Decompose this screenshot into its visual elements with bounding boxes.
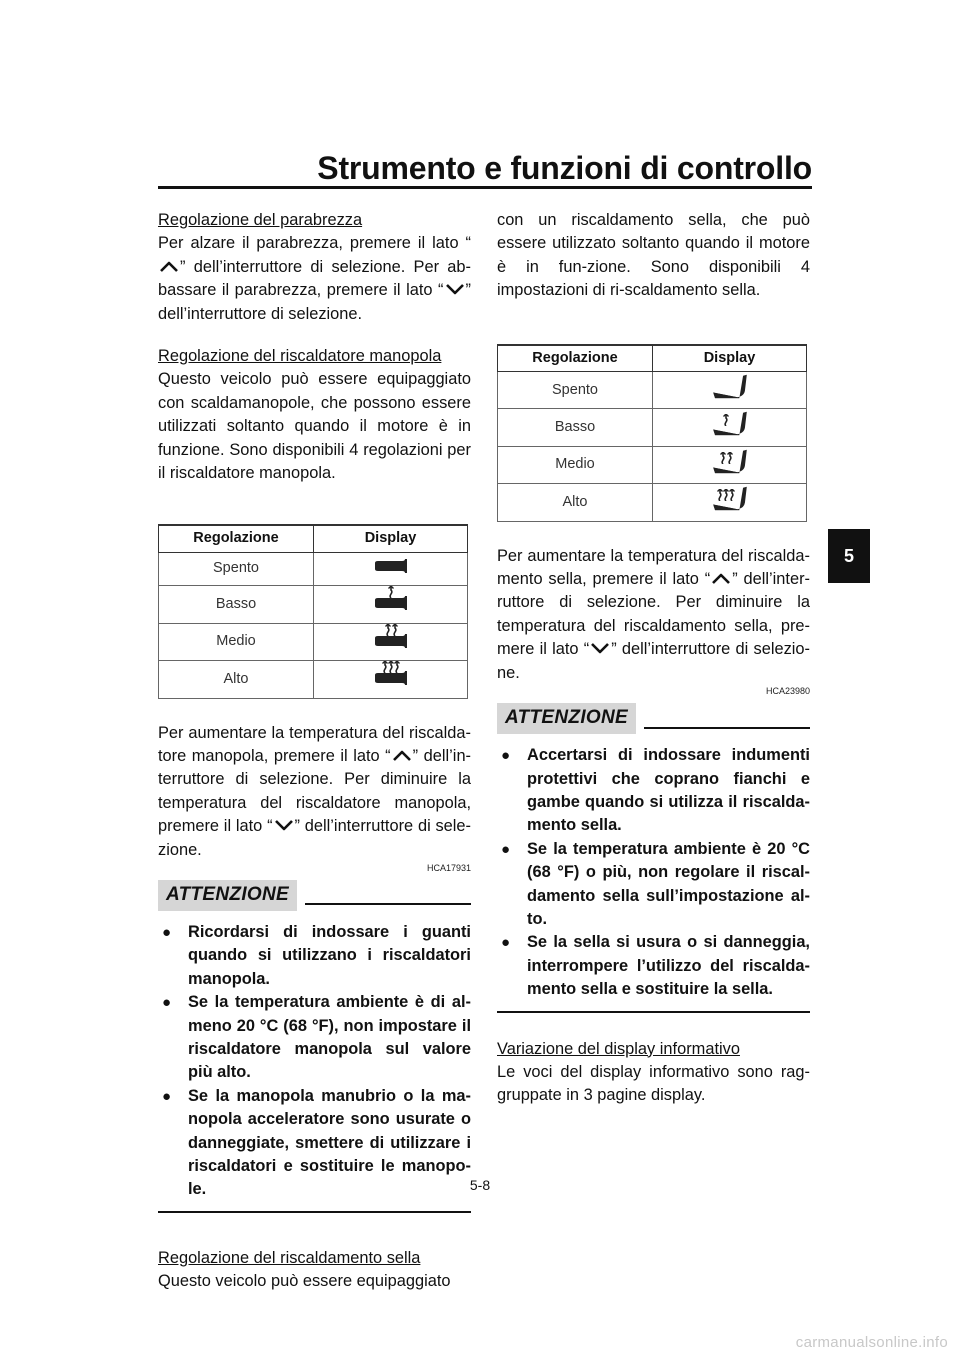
table-cell-setting: Medio — [159, 623, 314, 660]
seat-adjust-text-a: Per aumentare la temperatura del riscalda-mento sella, premere il lato — [497, 546, 810, 589]
warning-list — [497, 744, 810, 1001]
seat-heater-adjust-paragraph: Per aumentare la temperatura del riscalda-mento sella, premere il lato “ ” dell’inter-ruttore di selezione. Per diminuire la temperatura del riscaldamento sella, pre-mere il lato “ ” dell’interruttore di selezio-ne. — [497, 546, 810, 682]
seat-heater-table — [497, 344, 807, 522]
list-item: ● Ricordarsi di indossare i guanti quando si utilizzano i riscaldatori manopola. — [158, 921, 471, 991]
attention-badge: ATTENZIONE — [158, 880, 297, 911]
seat-heater-off-icon — [710, 372, 750, 400]
list-item: ● Se la sella si usura o si danneggia, interrompere l’utilizzo del riscalda-mento sella e sostituire la sella. — [497, 931, 810, 1001]
seat-adjust-text-b: dell’inter-ruttore di selezione. Per diminuire la temperatura del riscaldamento sella, pre-mere il lato — [497, 570, 810, 659]
seat-heater-paragraph: con un riscaldamento sella, che può essere utilizzato soltanto quando il motore è in fun-zione. Sono disponibili 4 impostazioni di ri-scaldamento sella. — [497, 211, 810, 300]
table-cell-setting: Spento — [498, 372, 653, 409]
table-header-row — [159, 525, 468, 552]
grip-heater-low-icon — [371, 586, 411, 614]
table-row — [159, 623, 468, 660]
table-row — [498, 409, 807, 446]
info-display-paragraph: Le voci del display informativo sono rag-gruppate in 3 pagine display. — [497, 1062, 810, 1105]
notice-code: HCA23980 — [765, 686, 810, 697]
list-item: ● Accertarsi di indossare indumenti protettivi che coprano fianchi e gambe quando si utilizza il riscalda-mento sella. — [497, 744, 810, 838]
grip-heater-off-icon — [371, 553, 411, 577]
list-item: ● Se la manopola manubrio o la ma-nopola acceleratore sono usurate o danneggiate, smettere di utilizzare i riscaldatori e sostituire le manopo-le. — [158, 1085, 471, 1202]
table-cell-setting: Alto — [498, 484, 653, 521]
windshield-text-b: dell’interruttore di selezione. Per ab- — [193, 257, 471, 276]
seat-heater-intro: Questo veicolo può essere equipaggiato — [158, 1272, 451, 1291]
table-row — [159, 661, 468, 698]
right-column — [497, 209, 810, 1108]
list-item: ● Se la temperatura ambiente è di al-meno 20 °C (68 °F), non impostare il riscaldatore manopola sul valore più alto. — [158, 991, 471, 1085]
grip-heater-heading: Regolazione del riscaldatore manopola — [158, 347, 442, 366]
windshield-text-c: bassare il parabrezza, premere il lato — [158, 281, 433, 300]
notice-code: HCA17931 — [426, 862, 471, 873]
table-row — [498, 446, 807, 483]
windshield-heading: Regolazione del parabrezza — [158, 211, 363, 229]
grip-heater-table — [158, 524, 468, 698]
grip-heater-medium-icon — [371, 624, 411, 652]
table-row — [159, 552, 468, 585]
windshield-text-a: Per alzare il parabrezza, premere il lato — [158, 234, 459, 253]
list-item: ● Se la temperatura ambiente è 20 °C (68 °F) o più, non regolare il riscal-damento sella sull’impostazione al-to. — [497, 838, 810, 932]
table-header-setting: Regolazione — [498, 345, 653, 372]
title-rule — [158, 186, 812, 189]
grip-heater-high-icon — [371, 661, 411, 689]
table-header-setting: Regolazione — [159, 525, 314, 552]
table-header-display: Display — [314, 525, 468, 552]
seat-heater-high-icon — [710, 484, 750, 512]
chevron-up-icon — [710, 571, 732, 585]
seat-heater-low-icon — [710, 409, 750, 437]
page-title: Strumento e funzioni di controllo — [317, 150, 812, 186]
table-header-display: Display — [653, 345, 807, 372]
grip-heater-paragraph: Questo veicolo può essere equipaggiato con scaldamanopole, che possono essere utilizzati soltanto quando il motore è in funzione. Sono disponibili 4 regolazioni per il riscaldatore manopola. — [158, 370, 471, 483]
left-column — [158, 209, 471, 1294]
chevron-down-icon — [444, 282, 466, 296]
grip-adjust-text-b: dell’in-terruttore di selezione. Per diminuire la temperatura del riscaldatore manopola, premere il lato — [158, 746, 472, 836]
seat-heater-medium-icon — [710, 447, 750, 475]
table-cell-setting: Basso — [159, 586, 314, 623]
chevron-down-icon — [273, 818, 295, 832]
table-cell-setting: Medio — [498, 446, 653, 483]
attention-header — [497, 703, 810, 734]
seat-adjust-text-c: dell’interruttore di selezio-ne. — [497, 640, 810, 682]
attention-badge: ATTENZIONE — [497, 703, 636, 734]
table-row — [159, 586, 468, 623]
grip-adjust-text-a: Per aumentare la temperatura del riscalda-tore manopola, premere il lato — [158, 723, 471, 765]
attention-header — [158, 880, 471, 911]
watermark: carmanualsonline.info — [795, 1334, 948, 1351]
warning-list — [158, 921, 471, 1202]
windshield-text-d: dell’interruttore di selezione. — [158, 304, 363, 323]
chevron-up-icon — [391, 748, 413, 762]
chevron-up-icon — [158, 259, 180, 273]
table-cell-setting: Spento — [159, 552, 314, 585]
grip-adjust-text-c: dell’interruttore di sele-zione. — [158, 817, 472, 859]
table-row — [498, 372, 807, 409]
seat-heater-heading: Regolazione del riscaldamento sella — [158, 1248, 421, 1267]
windshield-paragraph: Per alzare il parabrezza, premere il lato “” dell’interruttore di selezione. Per ab- bassare il parabrezza, premere il lato “ ” dell’interruttore di selezione. — [158, 234, 471, 323]
chevron-down-icon — [589, 641, 611, 655]
info-display-heading: Variazione del display informativo — [497, 1039, 740, 1058]
chapter-tab: 5 — [828, 529, 870, 583]
page-number: 5-8 — [469, 1177, 491, 1193]
table-header-row — [498, 345, 807, 372]
table-cell-setting: Alto — [159, 661, 314, 698]
grip-heater-adjust-paragraph: Per aumentare la temperatura del riscalda-tore manopola, premere il lato “ ” dell’in-terruttore di selezione. Per diminuire la temperatura del riscaldatore manopola, premere il lato “ ” dell’interruttore di sele-zione. — [158, 723, 472, 859]
table-cell-setting: Basso — [498, 409, 653, 446]
table-row — [498, 484, 807, 521]
